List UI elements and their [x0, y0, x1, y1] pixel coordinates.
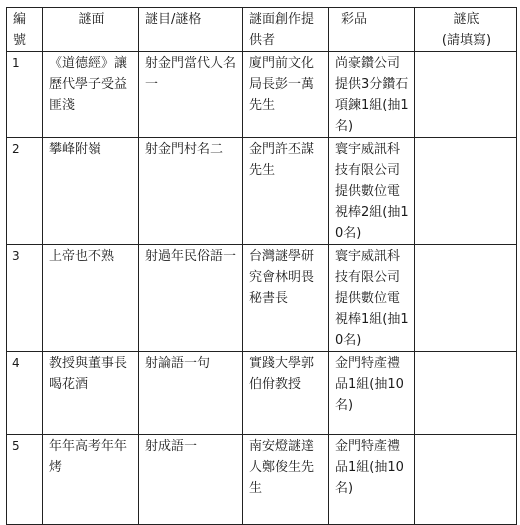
row-number: 1 — [7, 52, 43, 138]
row-number: 2 — [7, 138, 43, 245]
header-row — [7, 8, 517, 52]
provider-cell: 南安燈謎達人鄭俊生先生 — [243, 435, 329, 525]
riddle-cell: 年年高考年年烤 — [43, 435, 139, 525]
target-cell: 射金門村名二 — [139, 138, 243, 245]
riddle-cell: 攀峰附嶺 — [43, 138, 139, 245]
prize-cell: 寰宇威訊科技有限公司提供數位電視棒2組(抽10名) — [329, 138, 415, 245]
riddle-cell: 上帝也不熟 — [43, 245, 139, 352]
table-row — [7, 435, 517, 525]
answer-cell[interactable] — [415, 138, 517, 245]
header-prize: 彩品 — [329, 8, 415, 52]
provider-cell: 廈門前文化局長彭一萬先生 — [243, 52, 329, 138]
answer-cell[interactable] — [415, 245, 517, 352]
target-cell: 射成語一 — [139, 435, 243, 525]
prize-cell: 寰宇威訊科技有限公司提供數位電視棒1組(抽10名) — [329, 245, 415, 352]
provider-cell: 台灣謎學研究會林明畏秘書長 — [243, 245, 329, 352]
row-number: 3 — [7, 245, 43, 352]
riddle-cell: 教授與董事長喝花酒 — [43, 352, 139, 435]
header-provider: 謎面創作提供者 — [243, 8, 329, 52]
header-answer: 謎底 (請填寫) — [415, 8, 517, 52]
answer-cell[interactable] — [415, 435, 517, 525]
header-no: 編號 — [7, 8, 43, 52]
answer-cell[interactable] — [415, 352, 517, 435]
riddle-cell: 《道德經》讓歷代學子受益匪淺 — [43, 52, 139, 138]
table-row — [7, 245, 517, 352]
row-number: 4 — [7, 352, 43, 435]
answer-cell[interactable] — [415, 52, 517, 138]
riddle-table-sheet — [6, 7, 516, 509]
row-number: 5 — [7, 435, 43, 525]
prize-cell: 尚豪鑽公司提供3分鑽石項鍊1組(抽1名) — [329, 52, 415, 138]
table-row — [7, 352, 517, 435]
header-target: 謎目/謎格 — [139, 8, 243, 52]
target-cell: 射過年民俗語一 — [139, 245, 243, 352]
header-riddle: 謎面 — [43, 8, 139, 52]
provider-cell: 實踐大學郭伯佾教授 — [243, 352, 329, 435]
target-cell: 射論語一句 — [139, 352, 243, 435]
provider-cell: 金門許丕謀先生 — [243, 138, 329, 245]
table-row — [7, 138, 517, 245]
riddle-table — [6, 7, 517, 525]
table-row — [7, 52, 517, 138]
target-cell: 射金門當代人名一 — [139, 52, 243, 138]
prize-cell: 金門特產禮品1組(抽10名) — [329, 352, 415, 435]
prize-cell: 金門特產禮品1組(抽10名) — [329, 435, 415, 525]
